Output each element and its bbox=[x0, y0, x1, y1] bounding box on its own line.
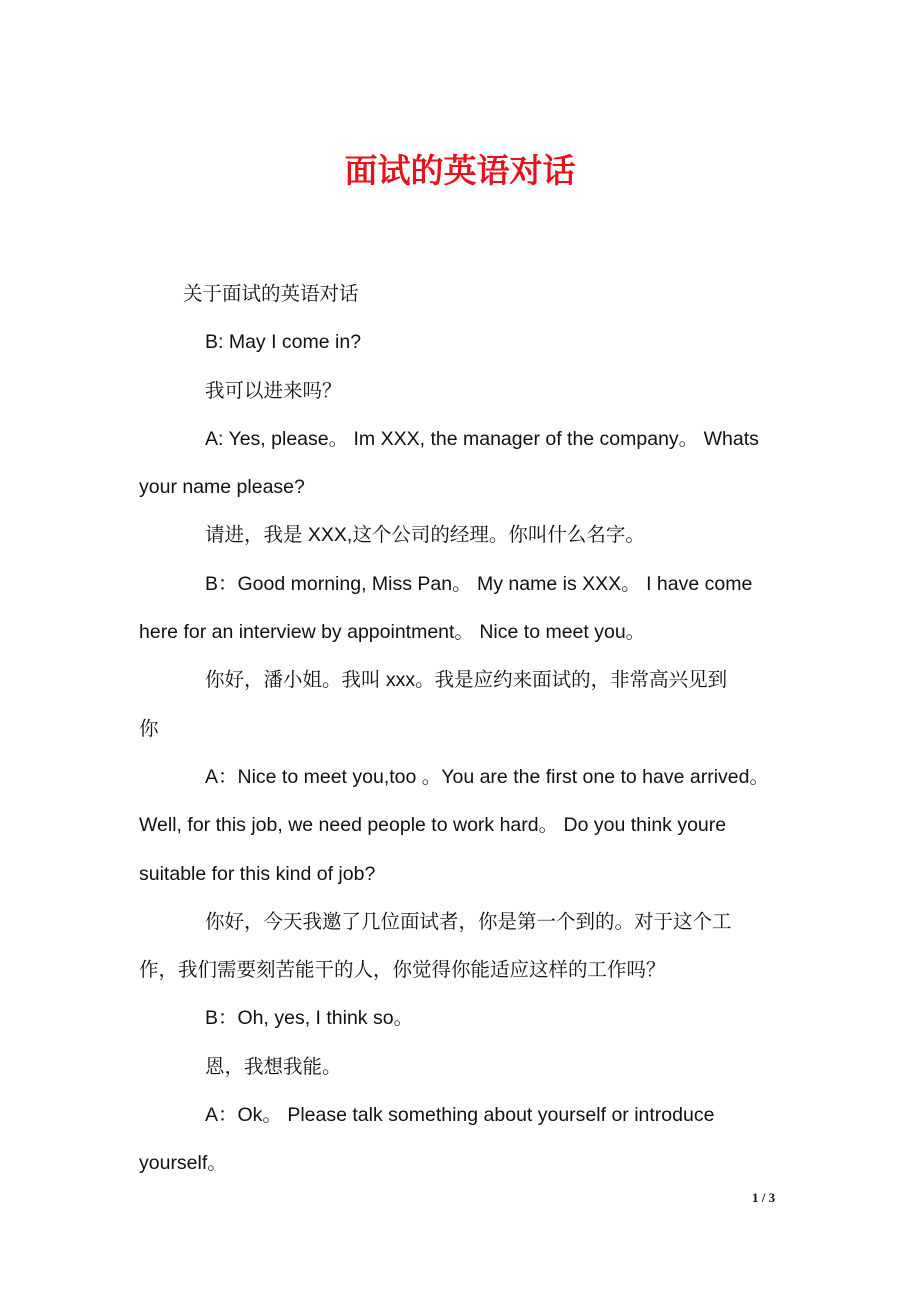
text-line: here for an interview by appointment。 Nice to meet you。 bbox=[139, 621, 646, 644]
text-line: A：Ok。 Please talk something about yourself or introduce bbox=[205, 1104, 715, 1127]
document-body bbox=[139, 276, 799, 1194]
text-line: 作，我们需要刻苦能干的人，你觉得你能适应这样的工作吗？ bbox=[139, 959, 666, 982]
text-line: 我可以进来吗？ bbox=[205, 379, 342, 402]
paragraph bbox=[139, 1000, 799, 1048]
text-line: A: Yes, please。 Im XXX, the manager of the company。 Whats bbox=[205, 427, 759, 450]
paragraph bbox=[139, 566, 799, 663]
paragraph bbox=[139, 759, 799, 904]
text-line: 恩，我想我能。 bbox=[205, 1055, 342, 1078]
text-line: B: May I come in? bbox=[205, 331, 362, 354]
text-line: your name please? bbox=[139, 476, 305, 499]
document-title: 面试的英语对话 bbox=[344, 151, 576, 190]
page-number: 1 / 3 bbox=[752, 1190, 776, 1205]
text-line: Well, for this job, we need people to work hard。 Do you think youre bbox=[139, 814, 727, 837]
paragraph bbox=[139, 517, 799, 565]
paragraph bbox=[139, 904, 799, 1001]
text-line: yourself。 bbox=[139, 1152, 227, 1175]
paragraph bbox=[139, 1049, 799, 1097]
text-line: 你好，今天我邀了几位面试者，你是第一个到的。对于这个工 bbox=[205, 910, 732, 933]
text-line: B：Oh, yes, I think so。 bbox=[205, 1007, 414, 1030]
text-line: suitable for this kind of job? bbox=[139, 862, 376, 885]
text-line: 你 bbox=[139, 717, 159, 740]
text-line: 关于面试的英语对话 bbox=[183, 283, 359, 305]
paragraph bbox=[139, 276, 799, 324]
text-line: 请进，我是 XXX,这个公司的经理。你叫什么名字。 bbox=[205, 524, 645, 547]
paragraph bbox=[139, 324, 799, 372]
text-line: A：Nice to meet you,too 。You are the first one to have arrived。 bbox=[205, 765, 769, 788]
paragraph bbox=[139, 421, 799, 518]
paragraph bbox=[139, 1097, 799, 1194]
text-line: B：Good morning, Miss Pan。 My name is XXX。 I have come bbox=[205, 572, 753, 595]
paragraph bbox=[139, 662, 799, 759]
paragraph bbox=[139, 373, 799, 421]
text-line: 你好，潘小姐。我叫 xxx。我是应约来面试的，非常高兴见到 bbox=[205, 669, 728, 692]
